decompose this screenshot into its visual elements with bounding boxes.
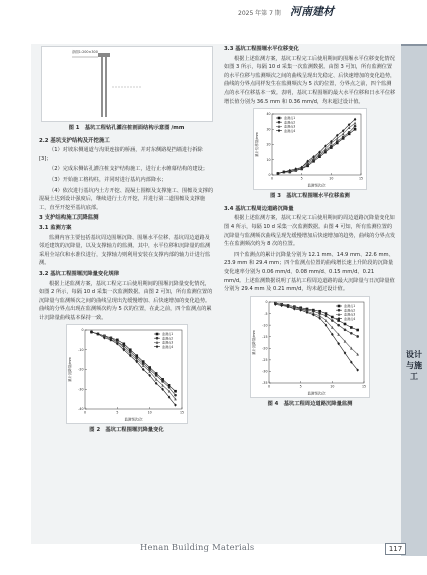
data-point [354,125,357,128]
figure-3 [253,108,367,190]
y-tick-label: 0 [268,173,271,178]
data-point [348,126,351,129]
legend-label: 监测点1 [161,332,173,337]
data-point [342,136,345,139]
paragraph: 监测内容主要包括基坑周边围堰沉降、围堰水平位移、基坑周边道路及邻近建筑的沉降量，以及支撑轴力的监测。其中，水平位移和沉降量的监测采用全站仪和水准仪进行，支撑轴力则利用安装在支撑内部的轴力计进行监测。 [39,234,211,267]
y-tick-label: 0 [80,328,83,333]
journal-name-en: Henan Building Materials [140,542,255,552]
x-tick-label: 15 [179,410,184,415]
y-tick-label: -30 [77,387,83,392]
heading-2-2: 2.2 基坑支护结构及开挖施工 [39,137,110,144]
y-tick-label: -30 [262,369,268,374]
y-tick-label: -40 [77,407,83,412]
legend-label: 监测点2 [161,336,173,341]
y-tick-label: 40 [266,112,271,117]
right-column [224,44,396,412]
data-point [174,394,177,397]
heading-3-1: 3.1 监测方案 [39,224,72,231]
data-point [167,386,170,389]
paragraph: 根据上述监测方案，基坑工程完工后使用期间的围堰水平位移变化情况如图 3 所示，每隔 10 d 采集一次监测数据。由图 3 可知，所有监测位置的水平位移与监测频次之间的曲线呈现出先稳定、后快速增加的变化趋势，曲线的分界点同样发生在监测频次为 5 次的位置，分界点之前，四个监测点的水平位移基本一致。表明，基坑工程围堰的最大水平位移和日水平位移增长值分别为 36.5 mm 和 0.36 mm/d，均未超过设计值。 [224,55,396,105]
page-number: 117 [385,543,406,555]
paragraph: 四个监测点的累计沉降量分别为 12.1 mm、14.9 mm、22.6 mm、23.9 mm 和 29.4 mm；四个监测点位置的曲线增长速上升阶段的沉降量变化速率分别为 0.06 mm/d、0.08 mm/d、0.15 mm/d、0.21 mm/d。上述监测数据说明了基坑工程周边道路的最大沉降量与日沉降量值分别为 29.4 mm 及 0.21 mm/d，均未超过设计值。 [224,251,395,293]
figure-3-caption: 图 3 基坑工程围堰水平位移监测 [270,193,350,200]
x-tick-label: 5 [115,410,118,415]
data-point [174,390,177,393]
x-axis-label: 监测频次/次 [307,183,326,188]
y-tick-label: 20 [266,142,271,147]
legend-label: 监测点1 [284,116,296,121]
y-tick-label: -35 [262,380,268,385]
y-tick-label: -10 [262,323,268,328]
y-axis-label: 累计位移量/mm [255,132,259,158]
legend-marker [278,117,281,120]
heading-3-3: 3.3 基坑工程围堰水平位移变化 [224,46,299,52]
data-point [354,128,357,131]
data-point [330,145,333,148]
data-point [350,332,353,335]
y-tick-label: 10 [266,158,271,163]
legend-marker [338,304,341,307]
issue-label: 2025 年第 7 期 [238,10,281,17]
y-tick-label: -20 [77,368,83,373]
section-label: 设计与施工 [406,350,422,381]
data-point [331,319,334,322]
legend-label: 监测点2 [284,120,296,125]
legend-marker [155,345,158,348]
paragraph: （3）开始施工格构柱，并同时进行基坑内部降水； [49,176,167,183]
x-tick-label: 0 [83,410,86,415]
y-axis-label: 累计沉降量/mm [252,329,256,355]
figure-1-caption: 图 1 基坑工程钻孔灌注桩剖面结构示意图 /mm [68,125,185,131]
paragraph: 根据上述监测方案，基坑工程完工后使用期间的围堰沉降量变化情况，如图 2 所示，每隔 10 d 采集一次监测数据。由图 2 可知，所有监测位置的沉降量与监测频次之间的曲线呈现出先缓慢增加、后快速增加的变化趋势。曲线的分界点出现在监测频次约为 5 次的位置，在此之前，四个监测点的累计沉降量曲线基本保持一致。 [39,280,213,321]
data-point [325,319,328,322]
x-axis-label: 监测频次/次 [123,417,143,422]
y-tick-label: -20 [262,346,268,351]
chart-fig3 [254,109,366,189]
x-tick-label: 5 [300,176,303,181]
data-point [331,315,334,318]
data-point [154,375,157,378]
chart-fig2 [67,325,187,423]
data-point [344,322,347,325]
sidebar-band [401,44,427,556]
y-tick-label: 0 [265,299,268,304]
figure-2 [66,324,188,424]
legend-label: 监测点4 [284,128,296,133]
left-column [39,44,214,439]
journal-brand: 河南建材 [290,5,334,18]
heading-3-2: 3.2 基坑工程围堰沉降量变化规律 [39,270,120,277]
figure-4 [250,296,370,398]
data-point [348,131,351,134]
y-tick-label: -25 [262,357,268,362]
y-tick-label: -10 [77,348,83,353]
data-point [337,324,340,327]
fig1-label: 剖面1:200×300 [71,50,98,54]
y-tick-label: 30 [266,127,271,132]
legend-marker [278,121,281,124]
legend-label: 监测点3 [161,341,173,346]
legend-label: 监测点2 [344,308,356,313]
x-axis-label: 监测频次/次 [307,391,326,396]
data-point [336,140,339,143]
data-point [161,381,164,384]
paragraph: （2）完成东侧钻孔灌注桩支护结构施工，进行止水帷幕结构的建设； [49,166,208,173]
heading-3-4: 3.4 基坑工程周边道路沉降量 [224,205,294,212]
paragraph: （4）依次进行基坑内土方开挖、混凝土围檩及支撑施工、围檩及支撑的混凝土达到设计强度后，继续进行土方开挖，并进行第二道围檩及支撑施工，直至开挖至基坑底部。 [39,187,214,211]
data-point [325,312,328,315]
data-point [356,335,359,338]
legend-marker [155,337,158,340]
y-tick-label: -15 [262,334,268,339]
y-axis-label: 累计沉降量/mm [67,357,72,383]
data-point [356,328,359,331]
legend-label: 监测点4 [344,316,356,321]
data-point [350,326,353,329]
data-point [318,310,321,313]
x-tick-label: 10 [329,176,334,181]
figure-1-drawing [42,47,212,121]
x-tick-label: 0 [270,176,274,181]
legend-marker [278,129,281,132]
data-point [354,122,357,125]
legend-label: 监测点3 [284,124,296,129]
x-tick-label: 10 [147,410,152,415]
x-tick-label: 0 [267,384,271,389]
page-content [31,44,401,544]
figure-2-caption: 图 2 基坑工程围堰沉降量变化 [89,427,164,434]
data-point [336,137,339,140]
data-point [325,314,328,317]
chart-fig4 [251,297,369,397]
figure-1 [41,46,213,122]
legend-label: 监测点1 [344,303,356,308]
y-tick-label: -5 [264,311,268,316]
paragraph: （1）对坡东侧通道与沟渠连接的桥涵，并对东侧路堤挡墙进行拆除[3]； [39,147,203,162]
legend-marker [155,333,158,336]
x-tick-label: 15 [361,384,367,389]
x-tick-label: 10 [330,384,335,389]
cap-beam [98,53,110,57]
sidebar-stripe [401,44,427,46]
x-tick-label: 5 [299,384,302,389]
x-tick-label: 15 [358,176,364,181]
heading-3: 3 支护结构施工沉降监测 [39,215,99,222]
paragraph: 根据上述监测方案，基坑工程完工后使用期间的周边道路沉降量变化如图 4 所示，每隔 10 d 采集一次监测数据。由图 4 可知，所有监测位置的沉降量与监测频次曲线呈现先缓慢增加后快速增加的趋势，曲线的分界点发生在监测频次约为 8 次的位置。 [224,215,396,248]
legend-label: 监测点4 [161,345,173,350]
legend-marker [338,309,341,312]
page-header [0,0,427,34]
data-point [344,328,347,331]
figure-4-caption: 图 4 基坑工程周边道路沉降量监测 [267,400,353,407]
legend-label: 监测点3 [344,312,356,317]
